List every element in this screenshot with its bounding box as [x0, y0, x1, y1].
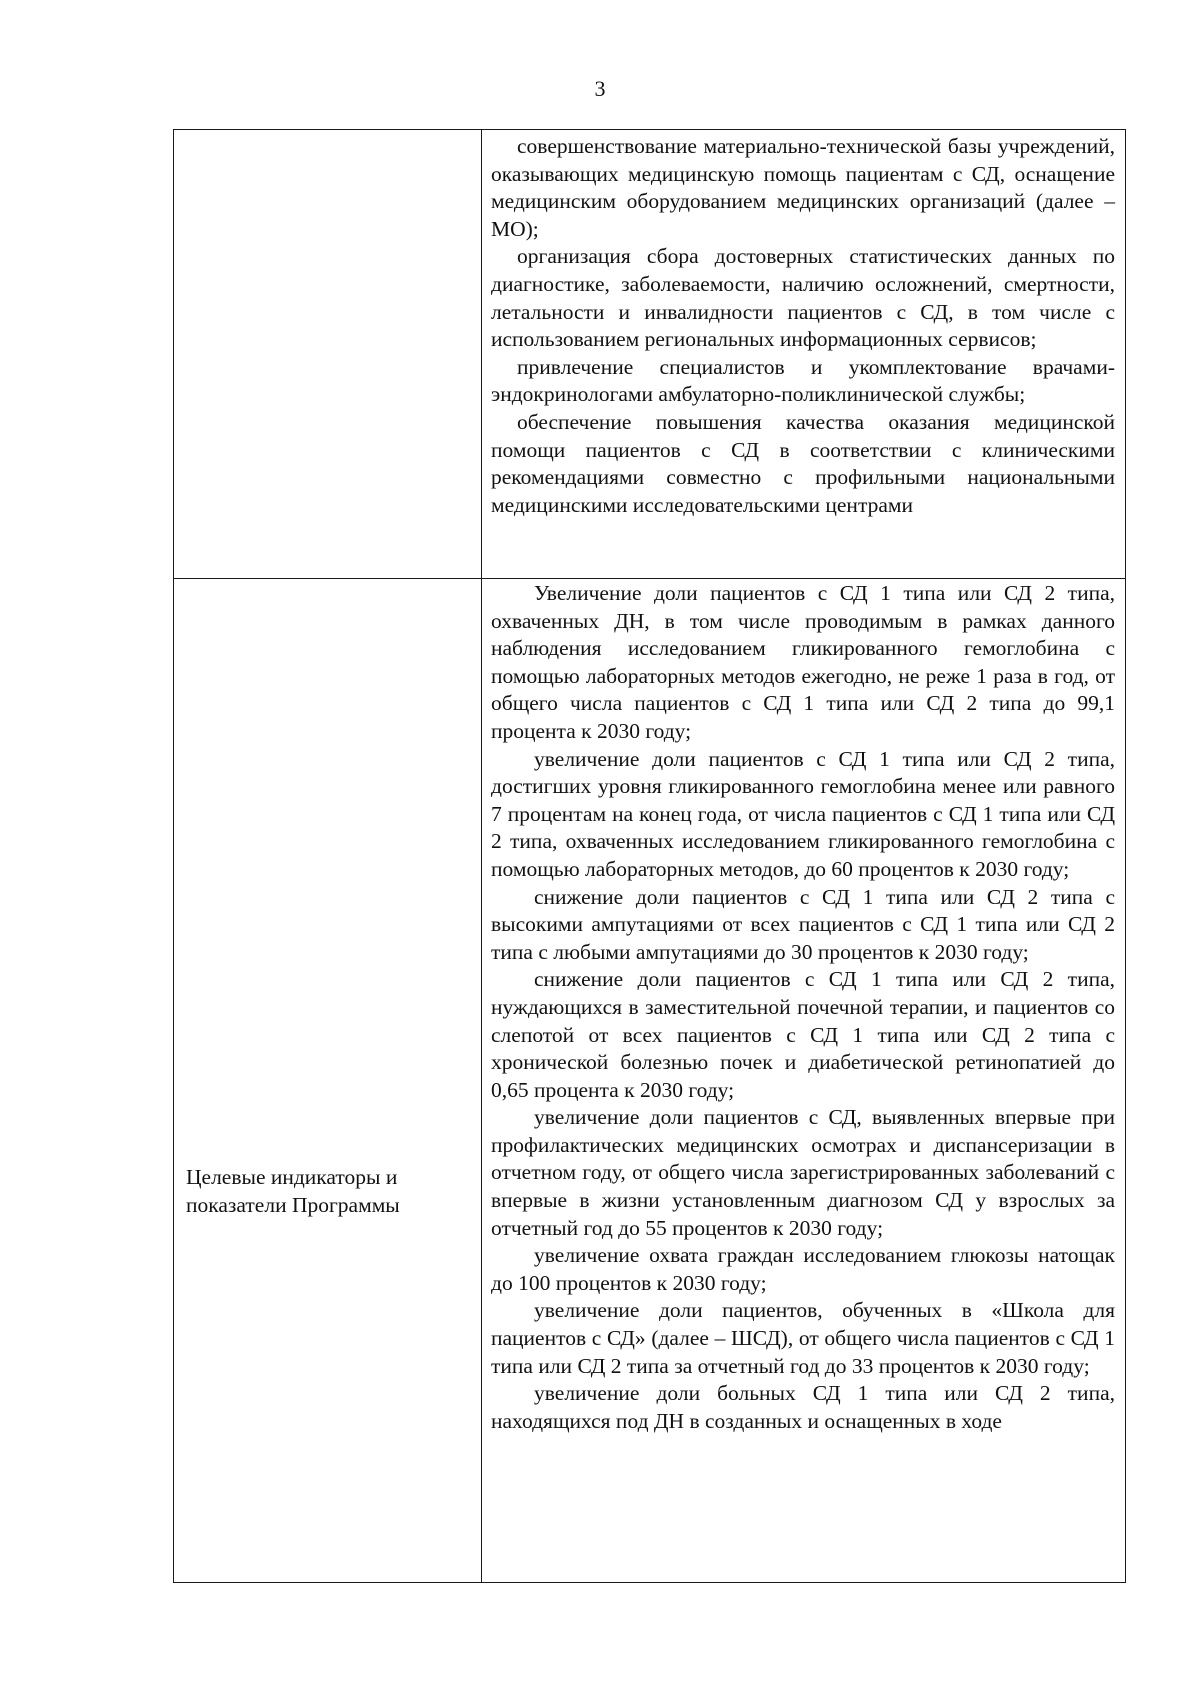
task-paragraph: совершенствование материально-технической базы учреждений, оказывающих медицинскую помощь пациентам с СД, оснащение медицинским оборудованием медицинских организаций (далее – МО); — [491, 134, 1115, 241]
indicators-label-line: Целевые индикаторы и — [186, 1165, 398, 1189]
indicators-label-cell — [186, 1164, 471, 1219]
indicator-paragraph: увеличение доли пациентов, обученных в «Школа для пациентов с СД» (далее – ШСД), от общего числа пациентов с СД 1 типа или СД 2 типа за отчетный год до 33 процентов к 2030 году; — [491, 1298, 1115, 1378]
indicator-paragraph: увеличение доли больных СД 1 типа или СД 2 типа, находящихся под ДН в созданных и оснащенных в ходе — [491, 1381, 1115, 1433]
task-paragraph: организация сбора достоверных статистических данных по диагностике, заболеваемости, наличию осложнений, смертности, летальности и инвалидности пациентов с СД, в том числе с использованием региональных информационных сервисов; — [491, 244, 1115, 352]
indicators-label-line: показатели Программы — [186, 1192, 400, 1217]
indicator-paragraph: увеличение доли пациентов с СД, выявленных впервые при профилактических медицинских осмотрах и диспансеризации в отчетном году, от общего числа зарегистрированных заболеваний с впервые в жизни установленным диагнозом СД у взрослых за отчетный год до 55 процентов к 2030 году; — [491, 1105, 1115, 1240]
indicator-paragraph: снижение доли пациентов с СД 1 типа или СД 2 типа, нуждающихся в заместительной почечной терапии, и пациентов со слепотой от всех пациентов с СД 1 типа или СД 2 типа с хронической болезнью почек и диабетической ретинопатией до 0,65 процента к 2030 году; — [491, 967, 1115, 1102]
indicator-paragraph: снижение доли пациентов с СД 1 типа или СД 2 типа с высокими ампутациями от всех пациентов с СД 1 типа или СД 2 типа с любыми ампутациями до 30 процентов к 2030 году; — [491, 884, 1115, 964]
row-divider — [174, 578, 1125, 579]
indicators-cell — [491, 580, 1115, 1435]
program-passport-table — [173, 129, 1126, 1583]
indicator-paragraph: увеличение охвата граждан исследованием глюкозы натощак до 100 процентов к 2030 году; — [491, 1243, 1115, 1295]
indicator-paragraph: Увеличение доли пациентов с СД 1 типа или СД 2 типа, охваченных ДН, в том числе проводимым в рамках данного наблюдения исследованием гликированного гемоглобина с помощью лабораторных методов ежегодно, не реже 1 раза в год, от общего числа пациентов с СД 1 типа или СД 2 типа до 99,1 процента к 2030 году; — [491, 581, 1115, 743]
task-paragraph: привлечение специалистов и укомплектование врачами-эндокринологами амбулаторно-поликлинической службы; — [491, 354, 1115, 407]
page-number: 3 — [594, 76, 606, 101]
task-paragraph: обеспечение повышения качества оказания медицинской помощи пациентов с СД в соответствии с клиническими рекомендациями совместно с профильными национальными медицинскими исследовательскими центрами — [491, 409, 1115, 517]
column-divider — [481, 130, 482, 1582]
indicator-paragraph: увеличение доли пациентов с СД 1 типа или СД 2 типа, достигших уровня гликированного гемоглобина менее или равного 7 процентам на конец года, от числа пациентов с СД 1 типа или СД 2 типа, охваченных исследованием гликированного гемоглобина с помощью лабораторных методов, до 60 процентов к 2030 году; — [491, 746, 1115, 881]
tasks-cell — [491, 133, 1115, 519]
